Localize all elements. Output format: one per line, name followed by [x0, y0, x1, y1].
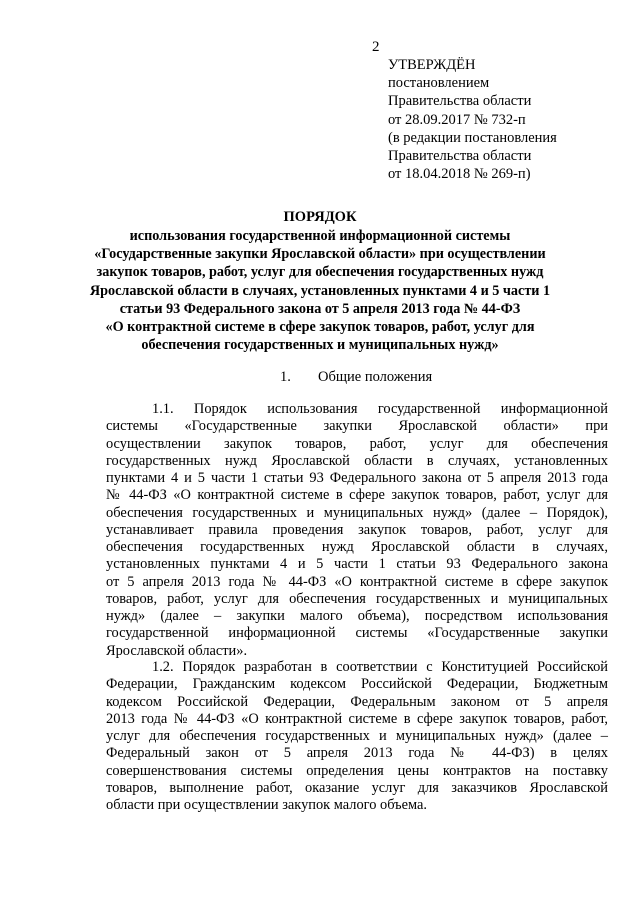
document-title: ПОРЯДОК: [283, 209, 357, 225]
approval-line: постановлением: [388, 75, 490, 92]
subtitle-line: «Государственные закупки Ярославской области» при осуществлении: [94, 246, 546, 263]
paragraph-line: товаров, выполнение работ, оказание услуг для заказчиков Ярославской: [106, 779, 608, 796]
paragraph-line: от 5 апреля 2013 года № 44-ФЗ «О контрактной системе в сфере закупок: [106, 573, 608, 590]
paragraph-line: государственных нужд Ярославской области в случаях, установленных: [106, 452, 608, 469]
subtitle-line: статьи 93 Федерального закона от 5 апреля 2013 года № 44-ФЗ: [119, 300, 521, 317]
paragraph-line: Федеральный закон от 5 апреля 2013 года № 44-ФЗ) в целях: [106, 745, 608, 762]
paragraph-line: 1.1. Порядок использования государственной информационной: [152, 401, 608, 417]
paragraph-line: пунктами 4 и 5 части 1 статьи 93 Федерального закона от 5 апреля 2013 года: [106, 470, 608, 486]
approval-line: от 18.04.2018 № 269-п): [388, 166, 531, 183]
approval-stamp: [388, 56, 557, 183]
approval-line: Правительства области: [388, 93, 532, 110]
paragraph-line: установленных пунктами 4 и 5 части 1 статьи 93 Федерального закона: [106, 556, 608, 573]
paragraph-line: осуществлении закупок товаров, работ, услуг для обеспечения: [106, 435, 608, 452]
paragraph-line: обеспечения государственных и муниципальных нужд» (далее – Порядок),: [106, 504, 608, 521]
paragraph-line: обеспечения государственных нужд Ярославской области в случаях,: [106, 539, 608, 555]
document-subtitle: [0, 227, 640, 354]
subtitle-line: закупок товаров, работ, услуг для обеспечения государственных нужд: [96, 264, 544, 281]
subtitle-line: использования государственной информационной системы: [129, 228, 511, 244]
paragraph-line: нужд» (далее – закупки малого объема), посредством использования: [106, 608, 608, 624]
section-heading: [280, 368, 432, 386]
paragraph-line: Ярославской области».: [106, 642, 248, 659]
paragraph-1-2: [106, 659, 608, 814]
paragraph-line: области при осуществлении закупок малого объема.: [106, 797, 427, 813]
paragraph-line: системы «Государственные закупки Ярославской области» при: [106, 418, 608, 435]
paragraph-line: 2013 года № 44-ФЗ «О контрактной системе в сфере закупок товаров, работ,: [106, 710, 608, 727]
subtitle-line: «О контрактной системе в сфере закупок товаров, работ, услуг для: [105, 319, 535, 336]
paragraph-line: услуг для обеспечения государственных и муниципальных нужд» (далее –: [106, 728, 608, 744]
paragraph-line: устанавливает правила проведения закупок товаров, работ, услуг для: [106, 521, 608, 538]
paragraph-line: товаров, работ, услуг для обеспечения государственных и муниципальных: [106, 590, 608, 607]
paragraph-1-1: [106, 401, 608, 660]
paragraph-line: кодексом Российской Федерации, Федеральным законом от 5 апреля: [106, 693, 608, 710]
approval-line: УТВЕРЖДЁН: [388, 57, 476, 73]
approval-line: от 28.09.2017 № 732-п: [388, 111, 526, 128]
page-number: 2: [372, 39, 380, 55]
subtitle-line: обеспечения государственных и муниципальных нужд»: [141, 337, 499, 354]
subtitle-line: Ярославской области в случаях, установленных пунктами 4 и 5 части 1: [89, 282, 551, 299]
paragraph-line: 1.2. Порядок разработан в соответствии с Конституцией Российской: [152, 659, 608, 675]
section-title: Общие положения: [318, 369, 433, 385]
paragraph-line: совершенствования системы определения цены контрактов на поставку: [106, 762, 608, 779]
approval-line: Правительства области: [388, 148, 532, 165]
paragraph-line: № 44-ФЗ «О контрактной системе в сфере закупок товаров, работ, услуг для: [106, 487, 608, 504]
section-number: 1.: [280, 369, 291, 385]
approval-line: (в редакции постановления: [388, 129, 557, 146]
paragraph-line: Федерации, Гражданским кодексом Российской Федерации, Бюджетным: [106, 676, 608, 693]
paragraph-line: государственной информационной системы «Государственные закупки: [106, 625, 608, 642]
